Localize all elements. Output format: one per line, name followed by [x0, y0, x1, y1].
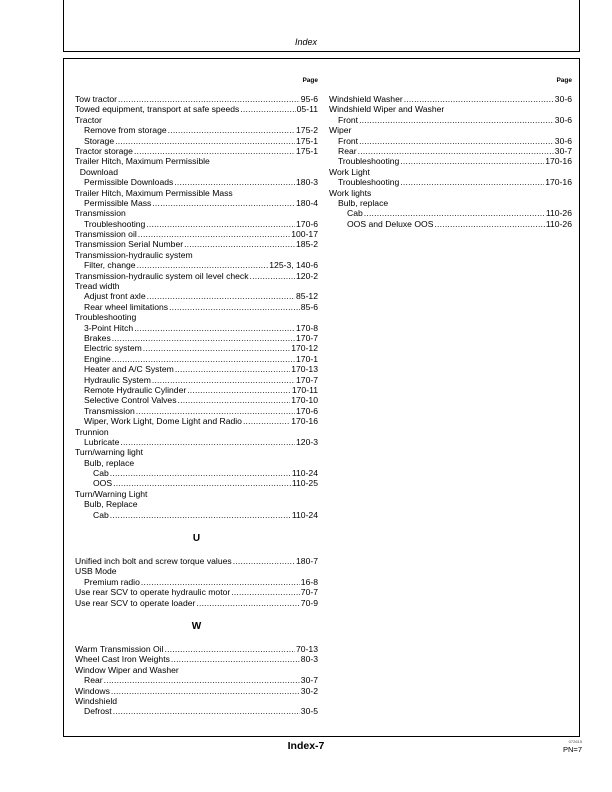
- entry-page: 170-11: [291, 384, 318, 395]
- entry-text: Remove from storage: [84, 125, 167, 136]
- entry-text: Adjust front axle: [84, 291, 146, 302]
- entry-text: Transmission oil: [75, 229, 137, 240]
- index-heading: Windshield: [75, 695, 118, 706]
- entry-page: 30-7: [300, 675, 318, 686]
- index-heading: Bulb, replace: [338, 197, 389, 208]
- entry-page: 180-4: [296, 197, 318, 208]
- entry-text: Cab: [93, 509, 109, 520]
- page-column-label: Page: [302, 77, 318, 84]
- dot-leader: [112, 333, 295, 343]
- index-entry: [75, 644, 318, 654]
- dot-leader: [243, 416, 290, 426]
- entry-text: Unified inch bolt and screw torque values: [75, 556, 232, 566]
- entry-page: 170-13: [291, 364, 318, 375]
- dot-leader: [400, 177, 544, 187]
- dot-leader: [143, 343, 290, 353]
- index-entry: [75, 468, 318, 478]
- index-entry: [75, 136, 318, 146]
- dot-leader: [104, 675, 300, 685]
- index-entry: [75, 556, 318, 566]
- entry-text: OOS: [93, 478, 113, 489]
- index-entry: [75, 478, 318, 488]
- entry-page: 120-2: [296, 270, 318, 281]
- index-heading: Turn/Warning Light: [75, 488, 148, 499]
- dot-leader: [169, 302, 300, 312]
- dot-leader: [400, 156, 544, 166]
- entry-page: 175-2: [296, 125, 318, 136]
- entry-page: 170-12: [291, 343, 318, 354]
- entry-page: 110-24: [291, 509, 318, 520]
- index-entry: [75, 686, 318, 696]
- dot-leader: [115, 136, 295, 146]
- index-entry: [75, 198, 318, 208]
- entry-page: 170-7: [296, 374, 318, 385]
- entry-text: Hydraulic System: [84, 374, 151, 385]
- entry-text: Engine: [84, 353, 111, 364]
- dot-leader: [184, 239, 295, 249]
- dot-leader: [113, 706, 300, 716]
- dot-leader: [165, 644, 296, 654]
- index-heading: Tractor: [75, 114, 102, 125]
- index-entry: [75, 323, 318, 333]
- index-entry: [329, 115, 572, 125]
- index-entry: [75, 416, 318, 426]
- dot-leader: [359, 136, 554, 146]
- entry-text: Filter, change: [84, 260, 136, 271]
- entry-page: 170-16: [291, 416, 318, 427]
- index-entry: [329, 208, 572, 218]
- index-heading: Turn/warning light: [75, 447, 143, 458]
- entry-text: Warm Transmission Oil: [75, 643, 164, 654]
- dot-leader: [137, 260, 269, 270]
- entry-page: 30-5: [300, 706, 318, 717]
- revision-date: 072615: [568, 739, 582, 744]
- dot-leader: [168, 125, 295, 135]
- index-heading: Trunnion: [75, 426, 109, 437]
- dot-leader: [240, 104, 295, 114]
- entry-page: 120-3: [296, 436, 318, 447]
- index-heading: Transmission: [75, 208, 126, 219]
- dot-leader: [120, 437, 295, 447]
- entry-page: 170-16: [545, 156, 572, 167]
- dot-leader: [147, 291, 295, 301]
- dot-leader: [196, 598, 299, 608]
- index-entries: [75, 94, 318, 717]
- entry-text: 3-Point Hitch: [84, 322, 134, 333]
- dot-leader: [152, 198, 295, 208]
- index-entry: [75, 385, 318, 395]
- dot-leader: [233, 556, 295, 566]
- entry-page: 70-9: [300, 597, 318, 608]
- dot-leader: [110, 510, 291, 520]
- entry-text: Front: [338, 135, 359, 146]
- index-heading: Tread width: [75, 281, 120, 292]
- index-entry: [75, 104, 318, 114]
- index-entry: [75, 343, 318, 353]
- entry-text: Premium radio: [84, 576, 140, 587]
- dot-leader: [111, 686, 300, 696]
- entry-text: Windows: [75, 685, 110, 696]
- entry-text: OOS and Deluxe OOS: [347, 218, 434, 229]
- index-entry: [329, 177, 572, 187]
- entry-page: 175-1: [296, 135, 318, 146]
- entry-page: 170-6: [296, 218, 318, 229]
- entry-page: 170-6: [296, 405, 318, 416]
- index-entry: [75, 94, 318, 104]
- entry-text: Use rear SCV to operate loader: [75, 597, 196, 608]
- dot-leader: [434, 219, 544, 229]
- entry-text: Defrost: [84, 706, 112, 717]
- pn-number: PN=7: [563, 745, 582, 754]
- index-entry: [329, 94, 572, 104]
- index-entry: [329, 136, 572, 146]
- entry-page: 110-24: [291, 468, 318, 479]
- entry-text: Rear: [84, 675, 103, 686]
- dot-leader: [134, 146, 295, 156]
- page-number: Index-7: [287, 740, 325, 752]
- index-heading: Windshield Wiper and Washer: [329, 104, 445, 115]
- section-letter: W: [191, 620, 202, 632]
- index-heading: Work lights: [329, 187, 372, 198]
- entry-page: 16-8: [300, 576, 318, 587]
- entry-page: 30-7: [554, 145, 572, 156]
- index-entry: [75, 364, 318, 374]
- index-entry: [75, 354, 318, 364]
- index-heading: USB Mode: [75, 566, 117, 577]
- entry-page: 05-11: [296, 104, 318, 115]
- dot-leader: [118, 94, 300, 104]
- index-entry: [75, 333, 318, 343]
- entry-text: Troubleshooting: [338, 156, 400, 167]
- entry-text: Brakes: [84, 332, 111, 343]
- index-entry: [75, 177, 318, 187]
- entry-page: 70-7: [300, 587, 318, 598]
- dot-leader: [174, 177, 295, 187]
- entry-text: Troubleshooting: [338, 177, 400, 188]
- index-entry: [75, 406, 318, 416]
- entry-text: Permissible Downloads: [84, 177, 174, 188]
- entry-text: Storage: [84, 135, 115, 146]
- entry-page: 175-1: [296, 145, 318, 156]
- entry-page: 95-6: [300, 93, 318, 104]
- entry-text: Windshield Washer: [329, 93, 403, 104]
- entry-page: 30-6: [554, 114, 572, 125]
- entry-text: Towed equipment, transport at safe speeds: [75, 104, 240, 115]
- entry-page: 180-7: [296, 556, 318, 566]
- index-entry: [75, 125, 318, 135]
- dot-leader: [187, 385, 291, 395]
- entry-text: Cab: [347, 208, 363, 219]
- entry-text: Rear wheel limitations: [84, 301, 169, 312]
- dot-leader: [175, 364, 290, 374]
- index-entry: [75, 291, 318, 301]
- dot-leader: [404, 94, 554, 104]
- index-entry: [329, 156, 572, 166]
- entry-text: Selective Control Valves: [84, 395, 177, 406]
- entry-page: 80-3: [300, 654, 318, 665]
- entry-page: 185-2: [296, 239, 318, 250]
- entry-text: Lubricate: [84, 436, 120, 447]
- entry-text: Front: [338, 114, 359, 125]
- dot-leader: [178, 395, 291, 405]
- index-entry: [75, 260, 318, 270]
- entry-text: Troubleshooting: [84, 218, 146, 229]
- index-entry: [75, 598, 318, 608]
- entry-text: Transmission-hydraulic system oil level check: [75, 270, 249, 281]
- index-entry: [75, 510, 318, 520]
- index-heading: Bulb, Replace: [84, 499, 138, 510]
- index-entry: [75, 654, 318, 664]
- entry-page: 110-26: [545, 218, 572, 229]
- entry-page: 70-13: [296, 643, 318, 654]
- index-entry: [329, 219, 572, 229]
- page-column-label: Page: [556, 77, 572, 84]
- entry-text: Transmission Serial Number: [75, 239, 184, 250]
- entry-page: 180-3: [296, 177, 318, 188]
- index-heading: Work Light: [329, 166, 370, 177]
- entry-text: Remote Hydraulic Cylinder: [84, 384, 187, 395]
- entry-text: Tractor storage: [75, 145, 133, 156]
- entry-page: 110-26: [545, 208, 572, 219]
- index-column-right: [329, 76, 572, 229]
- index-entry: [75, 146, 318, 156]
- section-letter: U: [192, 533, 201, 545]
- dot-leader: [113, 478, 291, 488]
- dot-leader: [152, 375, 295, 385]
- index-heading: Bulb, replace: [84, 457, 135, 468]
- dot-leader: [112, 354, 295, 364]
- index-entry: [75, 219, 318, 229]
- entry-text: Electric system: [84, 343, 142, 354]
- dot-leader: [171, 654, 300, 664]
- entry-page: 100-17: [291, 229, 318, 240]
- dot-leader: [141, 577, 300, 587]
- running-header: Index: [294, 37, 318, 47]
- index-entry: [75, 302, 318, 312]
- index-heading: Troubleshooting: [75, 312, 137, 323]
- index-heading: Trailer Hitch, Maximum Permissible: [75, 156, 210, 167]
- dot-leader: [359, 115, 554, 125]
- index-entry: [75, 229, 318, 239]
- entry-text: Transmission: [84, 405, 135, 416]
- dot-leader: [358, 146, 554, 156]
- index-entry: [75, 395, 318, 405]
- entry-page: 170-16: [545, 177, 572, 188]
- index-entry: [329, 146, 572, 156]
- dot-leader: [231, 587, 300, 597]
- entry-text: Cab: [93, 468, 109, 479]
- index-entry: [75, 706, 318, 716]
- entry-page: 170-10: [291, 395, 318, 406]
- index-heading: Trailer Hitch, Maximum Permissible Mass: [75, 187, 233, 198]
- entry-page: 85-6: [300, 301, 318, 312]
- index-entry: [75, 437, 318, 447]
- index-entry: [75, 375, 318, 385]
- entry-text: Rear: [338, 145, 357, 156]
- entry-page: 170-7: [296, 332, 318, 343]
- entry-text: Heater and A/C System: [84, 364, 174, 375]
- index-entry: [75, 587, 318, 597]
- dot-leader: [250, 271, 295, 281]
- entry-text: Wiper, Work Light, Dome Light and Radio: [84, 416, 242, 427]
- dot-leader: [134, 323, 295, 333]
- entry-page: 30-6: [554, 135, 572, 146]
- entry-text: Wheel Cast Iron Weights: [75, 654, 170, 665]
- entry-page: 110-25: [291, 478, 318, 489]
- index-heading: Download: [75, 166, 118, 177]
- entry-page: 170-8: [296, 322, 318, 333]
- index-column-left: [75, 76, 318, 717]
- index-entry: [75, 239, 318, 249]
- entry-page: 85-12: [296, 291, 318, 302]
- entry-text: Use rear SCV to operate hydraulic motor: [75, 587, 231, 598]
- dot-leader: [146, 219, 295, 229]
- index-entry: [75, 577, 318, 587]
- index-heading: Wiper: [329, 125, 352, 136]
- index-heading: Window Wiper and Washer: [75, 664, 179, 675]
- index-entries: [329, 94, 572, 229]
- dot-leader: [110, 468, 291, 478]
- dot-leader: [138, 229, 290, 239]
- entry-page: 170-1: [296, 353, 318, 364]
- index-entry: [75, 271, 318, 281]
- index-entry: [75, 675, 318, 685]
- dot-leader: [364, 208, 545, 218]
- dot-leader: [136, 406, 295, 416]
- entry-text: Tow tractor: [75, 93, 118, 104]
- entry-page: 30-6: [554, 93, 572, 104]
- entry-page: 30-2: [300, 685, 318, 696]
- entry-text: Permissible Mass: [84, 197, 152, 208]
- index-heading: Transmission-hydraulic system: [75, 249, 193, 260]
- entry-page: 125-3, 140-6: [269, 260, 318, 271]
